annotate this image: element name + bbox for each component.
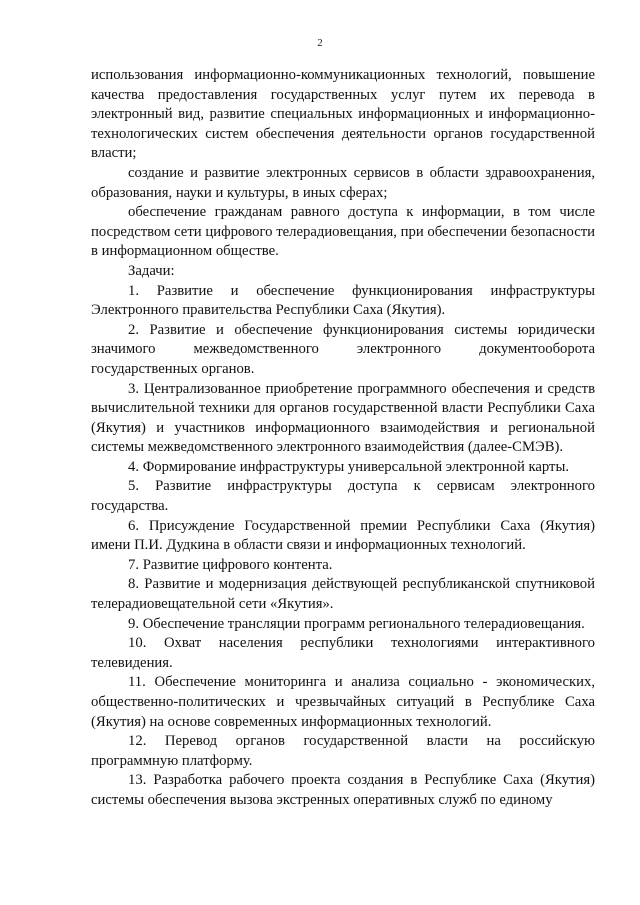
task-item-9: 9. Обеспечение трансляции программ регионального телерадиовещания. <box>128 615 585 632</box>
task-item-12: 12. Перевод органов государственной власти на российскую программную платформу. <box>91 733 595 769</box>
tasks-heading: Задачи: <box>128 262 175 279</box>
document-body <box>91 66 595 811</box>
task-item-1: 1. Развитие и обеспечение функционирования инфраструктуры Электронного правительства Республики Саха (Якутия). <box>91 282 595 319</box>
paragraph-continuation: использования информационно-коммуникационных технологий, повышение качества предоставления государственных услуг путем их перевода в электронный вид, развитие специальных информационных и информационно-технологических систем обеспечения деятельности органов государственной власти; <box>91 67 595 162</box>
task-item-6: 6. Присуждение Государственной премии Республики Саха (Якутия) имени П.И. Дудкина в области связи и информационных технологий. <box>91 517 595 554</box>
task-item-13: 13. Разработка рабочего проекта создания в Республике Саха (Якутия) системы обеспечения вызова экстренных оперативных служб по единому <box>91 772 595 808</box>
task-item-7: 7. Развитие цифрового контента. <box>128 556 333 573</box>
task-item-8: 8. Развитие и модернизация действующей республиканской спутниковой телерадиовещательной сети «Якутия». <box>91 576 595 613</box>
paragraph-equal-access: обеспечение гражданам равного доступа к информации, в том числе посредством сети цифрового телерадиовещания, при обеспечении безопасности в информационном обществе. <box>91 204 595 260</box>
task-item-5: 5. Развитие инфраструктуры доступа к сервисам электронного государства. <box>91 478 595 515</box>
task-item-4: 4. Формирование инфраструктуры универсальной электронной карты. <box>128 458 570 475</box>
task-item-11: 11. Обеспечение мониторинга и анализа социально - экономических, общественно-политических и чрезвычайных ситуаций в Республике Саха (Якутия) на основе современных информационных технологий. <box>91 674 595 730</box>
task-item-10: 10. Охват населения республики технологиями интерактивного телевидения. <box>91 635 595 671</box>
task-item-3: 3. Централизованное приобретение программного обеспечения и средств вычислительной техники для органов государственной власти Республики Саха (Якутия) и участников информационного взаимодействия и региональной системы межведомственного электронного взаимодействия (далее-СМЭВ). <box>91 380 595 456</box>
task-item-2: 2. Развитие и обеспечение функционирования системы юридически значимого межведомственного электронного документооборота государственных органов. <box>91 321 595 377</box>
paragraph-electronic-services: создание и развитие электронных сервисов в области здравоохранения, образования, науки и культуры, в иных сферах; <box>91 164 595 201</box>
page-number: 2 <box>317 37 323 49</box>
